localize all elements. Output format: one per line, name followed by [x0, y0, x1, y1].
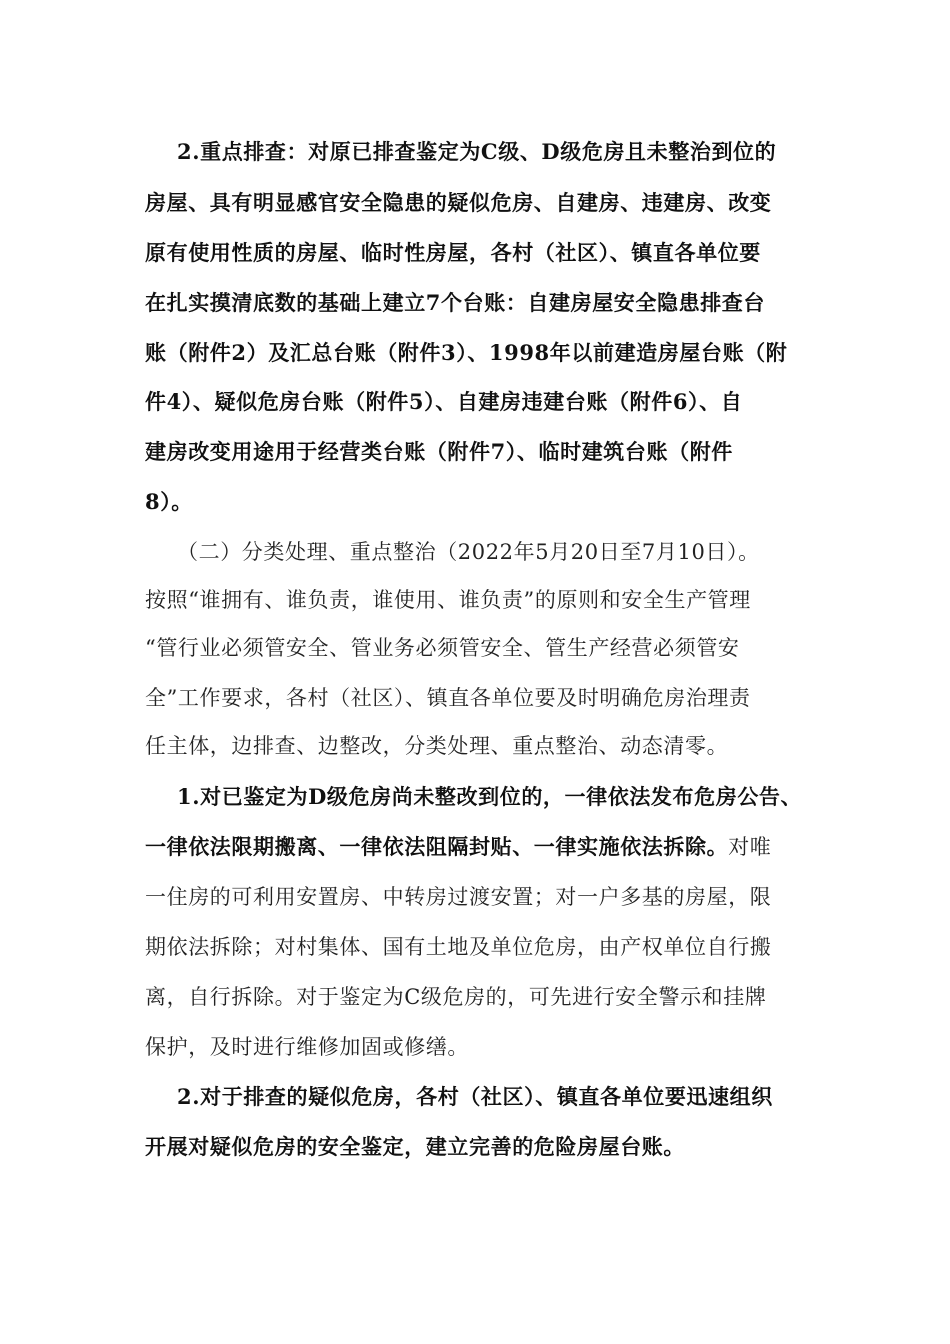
paragraph-line: 建房改变用途用于经营类台账（附件7）、临时建筑台账（附件	[145, 439, 733, 464]
paragraph-line: “管行业必须管安全、管业务必须管安全、管生产经营必须管安	[145, 636, 740, 660]
paragraph-line-mixed	[145, 832, 771, 862]
paragraph-line: 开展对疑似危房的安全鉴定，建立完善的危险房屋台账。	[145, 1134, 685, 1159]
paragraph-line: 按照“谁拥有、谁负责，谁使用、谁负责”的原则和安全生产管理	[145, 588, 751, 612]
section-heading: （二）分类处理、重点整治（2022年5月20日至7月10日）。	[177, 540, 760, 564]
paragraph-line: 账（附件2）及汇总台账（附件3）、1998年以前建造房屋台账（附	[145, 340, 788, 365]
paragraph-line: 房屋、具有明显感官安全隐患的疑似危房、自建房、违建房、改变	[145, 190, 772, 215]
paragraph-line: 2.对于排查的疑似危房，各村（社区）、镇直各单位要迅速组织	[177, 1084, 773, 1109]
paragraph-line: 一住房的可利用安置房、中转房过渡安置；对一户多基的房屋，限	[145, 885, 772, 909]
paragraph-line: 8）。	[145, 489, 193, 514]
paragraph-line: 期依法拆除；对村集体、国有土地及单位危房，由产权单位自行搬	[145, 935, 772, 959]
bold-text: 一律依法限期搬离、一律依法阻隔封贴、一律实施依法拆除。	[145, 834, 729, 859]
paragraph-line: 1.对已鉴定为D级危房尚未整改到位的，一律依法发布危房公告、	[177, 784, 803, 809]
paragraph-line: 原有使用性质的房屋、临时性房屋，各村（社区）、镇直各单位要	[145, 240, 761, 265]
paragraph-line: 离，自行拆除。对于鉴定为C级危房的，可先进行安全警示和挂牌	[145, 985, 767, 1009]
paragraph-line: 全”工作要求，各村（社区）、镇直各单位要及时明确危房治理责	[145, 686, 751, 710]
normal-text: 对唯	[728, 835, 772, 859]
paragraph-line: 2.重点排查：对原已排查鉴定为C级、D级危房且未整治到位的	[177, 139, 777, 164]
paragraph-line: 件4）、疑似危房台账（附件5）、自建房违建台账（附件6）、自	[145, 389, 743, 414]
paragraph-line: 在扎实摸清底数的基础上建立7个台账：自建房屋安全隐患排查台	[145, 290, 766, 315]
paragraph-line: 任主体，边排查、边整改，分类处理、重点整治、动态清零。	[145, 734, 729, 758]
paragraph-line: 保护，及时进行维修加固或修缮。	[145, 1035, 469, 1059]
